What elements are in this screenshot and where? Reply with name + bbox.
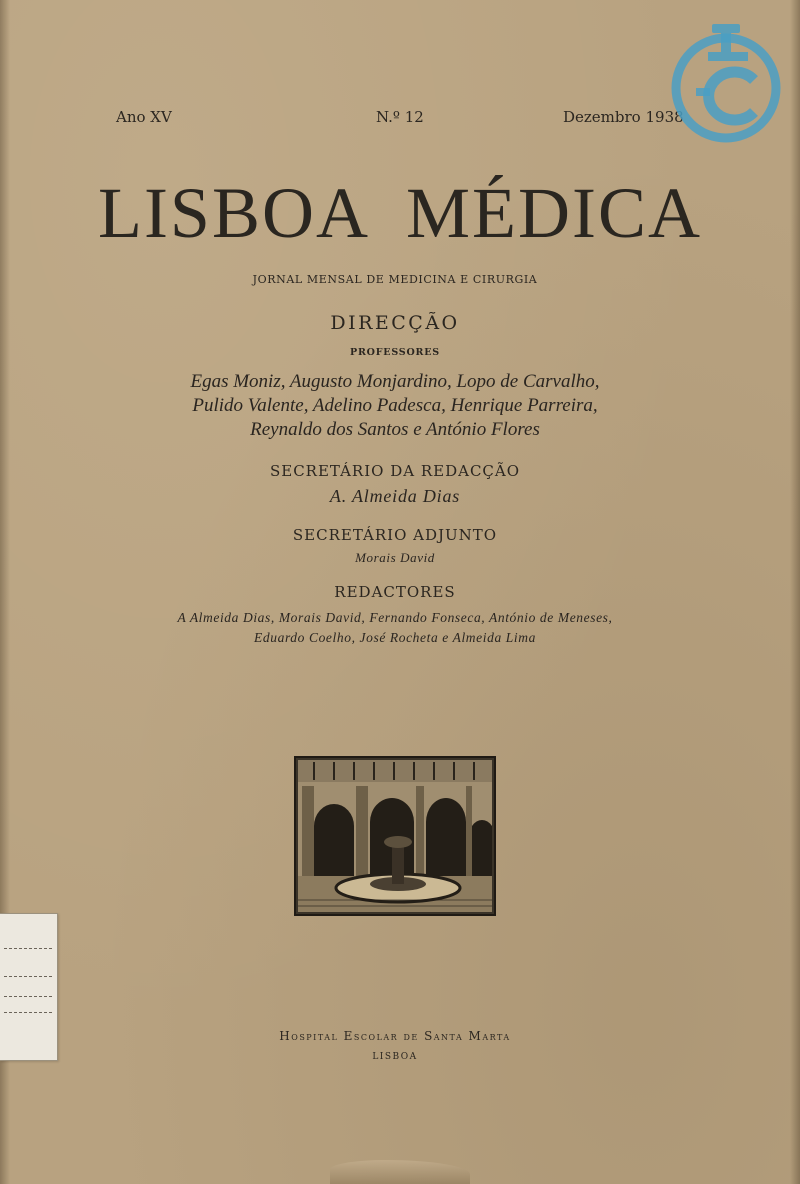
label-line	[4, 976, 52, 977]
direction-line: Egas Moniz, Augusto Monjardino, Lopo de Carvalho,	[190, 371, 600, 392]
editorial-secretary-name: A. Almeida Dias	[329, 486, 461, 506]
editors-line: A Almeida Dias, Morais David, Fernando Fonseca, António de Meneses,	[177, 610, 613, 625]
direction-line: Pulido Valente, Adelino Padesca, Henrique Parreira,	[192, 395, 598, 416]
professors-label: PROFESSORES	[350, 347, 440, 358]
direction-line: Reynaldo dos Santos e António Flores	[250, 419, 540, 440]
label-line	[4, 996, 52, 997]
editors-heading: REDACTORES	[334, 583, 456, 601]
publisher-name: Hospital Escolar de Santa Marta	[279, 1029, 511, 1043]
journal-title: LISBOA MÉDICA	[97, 173, 703, 253]
worn-paper-mark	[330, 1160, 470, 1184]
direction-members	[0, 370, 790, 442]
direction-heading: DIRECÇÃO	[330, 312, 460, 334]
label-line	[4, 1012, 52, 1013]
journal-subtitle: JORNAL MENSAL DE MEDICINA E CIRURGIA	[252, 273, 538, 286]
issue-number: N.º 12	[376, 108, 424, 126]
assistant-secretary-name: Morais David	[355, 550, 435, 565]
volume-year: Ano XV	[116, 108, 172, 126]
editors-line: Eduardo Coelho, José Rocheta e Almeida Lima	[254, 630, 536, 645]
issue-date: Dezembro 1938	[563, 108, 684, 126]
editorial-secretary-heading: SECRETÁRIO DA REDACÇÃO	[269, 462, 521, 480]
cloister-engraving-image	[294, 756, 496, 916]
editors-list	[0, 608, 790, 648]
publisher-city: LISBOA	[372, 1052, 418, 1062]
label-line	[4, 948, 52, 949]
assistant-secretary-heading: SECRETÁRIO ADJUNTO	[292, 526, 498, 544]
library-stamp-icon	[668, 22, 784, 148]
